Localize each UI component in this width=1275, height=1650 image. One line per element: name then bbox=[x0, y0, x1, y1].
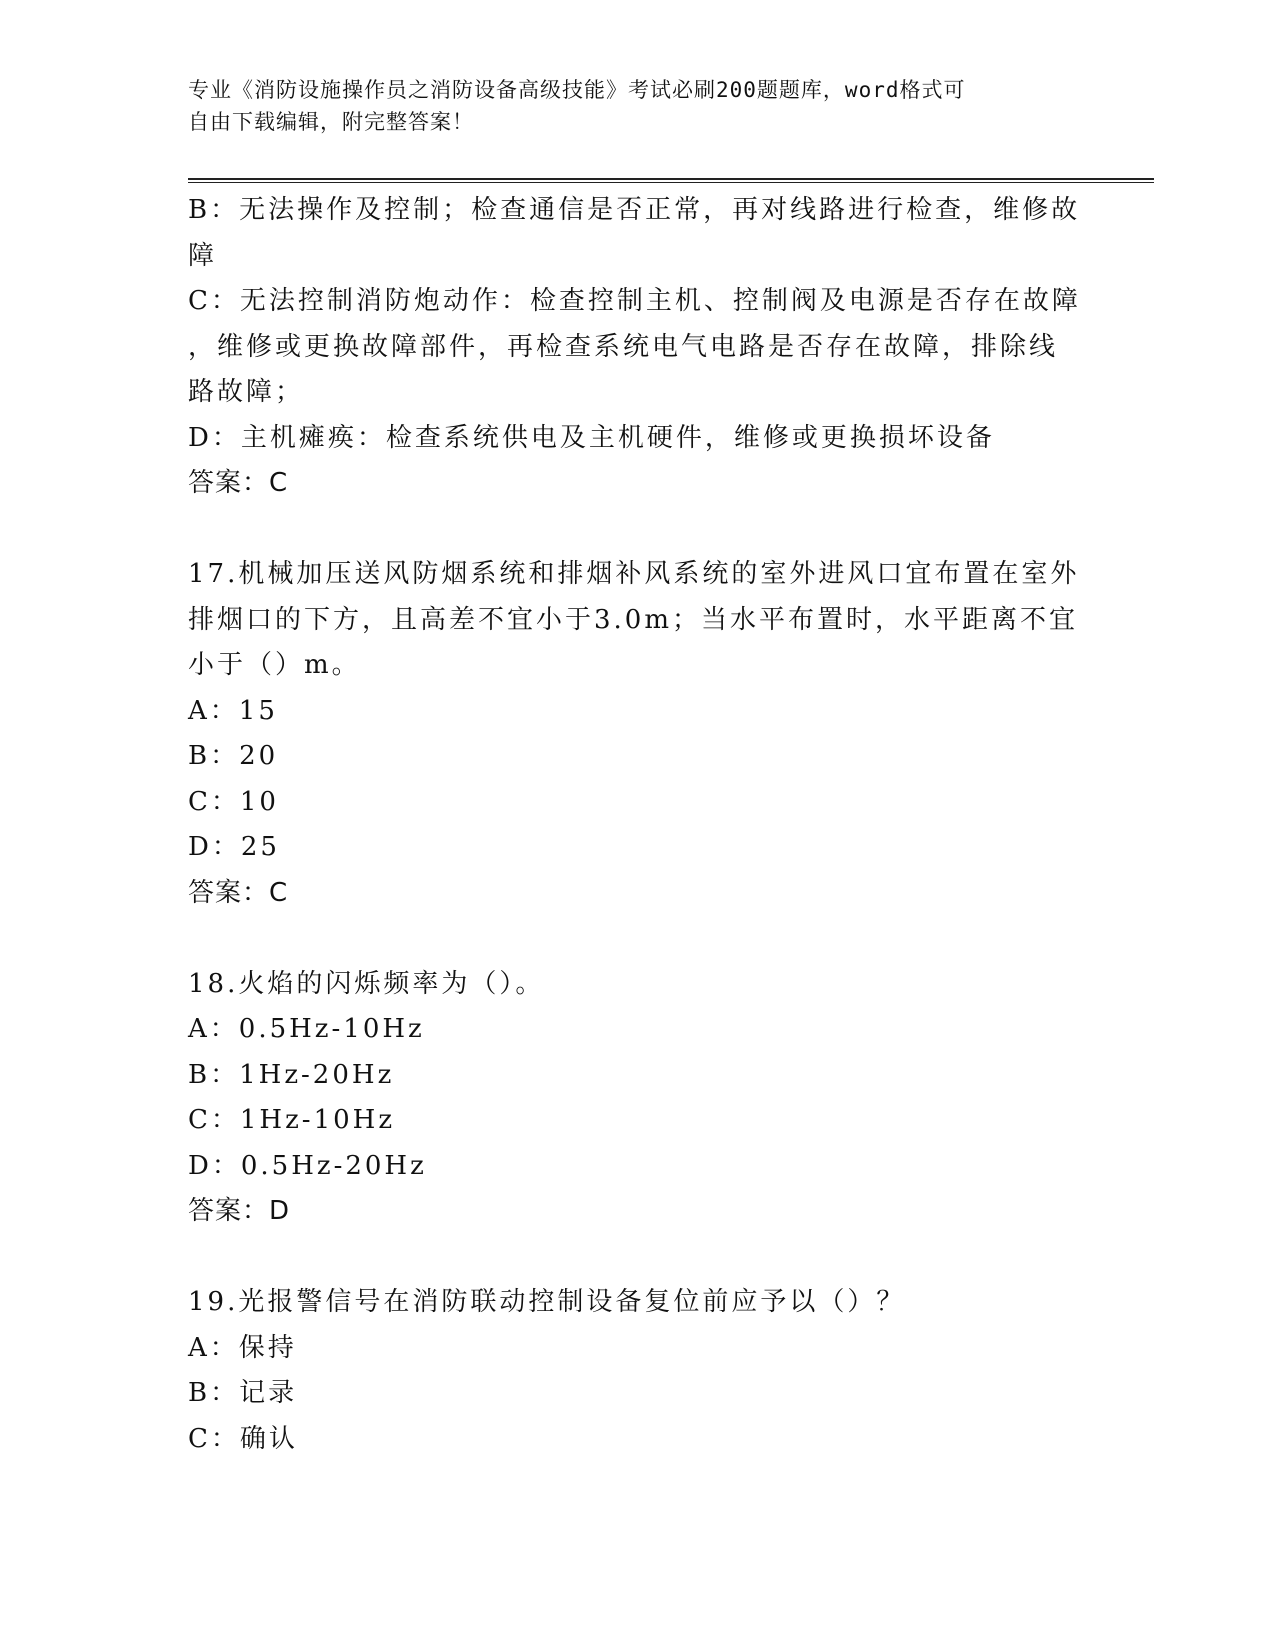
q18-option-d: D：0.5Hz-20Hz bbox=[188, 1150, 427, 1181]
q19-option-c: C：确认 bbox=[188, 1423, 298, 1454]
q19-stem: 19.光报警信号在消防联动控制设备复位前应予以（）？ bbox=[188, 1287, 906, 1317]
q18-option-a: A：0.5Hz-10Hz bbox=[188, 1014, 425, 1044]
spacer bbox=[188, 1235, 1088, 1281]
q18-stem: 18.火焰的闪烁频率为（）。 bbox=[188, 968, 545, 999]
q17-option-a: A：15 bbox=[188, 695, 278, 726]
q17-option-c: C：10 bbox=[188, 786, 279, 817]
q17-answer: 答案：C bbox=[188, 877, 289, 908]
document-header bbox=[188, 74, 1088, 138]
q16-option-c-line-2: ，维修或更换故障部件，再检查系统电气电路是否存在故障，排除线 bbox=[188, 331, 1059, 362]
q17-option-d: D：25 bbox=[188, 832, 280, 862]
question-19 bbox=[188, 1280, 1088, 1462]
q16-option-b-line-1: B：无法操作及控制；检查通信是否正常，再对线路进行检查，维修故 bbox=[188, 195, 1081, 225]
q19-option-a: A：保持 bbox=[188, 1332, 297, 1363]
question-16 bbox=[188, 188, 1088, 507]
q18-option-c: C：1Hz-10Hz bbox=[188, 1105, 396, 1135]
question-17 bbox=[188, 552, 1088, 916]
q18-option-b: B：1Hz-20Hz bbox=[188, 1059, 395, 1090]
q18-answer: 答案：D bbox=[188, 1196, 291, 1226]
question-18 bbox=[188, 962, 1088, 1235]
q17-option-b: B：20 bbox=[188, 741, 279, 771]
spacer bbox=[188, 916, 1088, 962]
q16-option-b-line-2: 障 bbox=[188, 240, 218, 271]
q16-option-c-line-3: 路故障； bbox=[188, 377, 305, 407]
q19-option-b: B：记录 bbox=[188, 1378, 298, 1408]
q17-stem-line-2: 排烟口的下方，且高差不宜小于3.0m；当水平布置时，水平距离不宜 bbox=[188, 604, 1079, 635]
q16-answer: 答案：C bbox=[188, 468, 289, 498]
q17-stem-line-3: 小于（）m。 bbox=[188, 650, 361, 680]
header-divider bbox=[188, 178, 1154, 183]
header-line-1: 专业《消防设施操作员之消防设备高级技能》考试必刷200题题库，word格式可 bbox=[188, 78, 966, 102]
spacer bbox=[188, 507, 1088, 553]
header-line-2: 自由下载编辑，附完整答案！ bbox=[188, 110, 474, 134]
q16-option-c-line-1: C：无法控制消防炮动作：检查控制主机、控制阀及电源是否存在故障 bbox=[188, 286, 1081, 316]
q16-option-d: D：主机瘫痪：检查系统供电及主机硬件，维修或更换损坏设备 bbox=[188, 422, 995, 453]
q17-stem-line-1: 17.机械加压送风防烟系统和排烟补风系统的室外进风口宜布置在室外 bbox=[188, 559, 1080, 589]
document-body bbox=[188, 188, 1088, 1462]
